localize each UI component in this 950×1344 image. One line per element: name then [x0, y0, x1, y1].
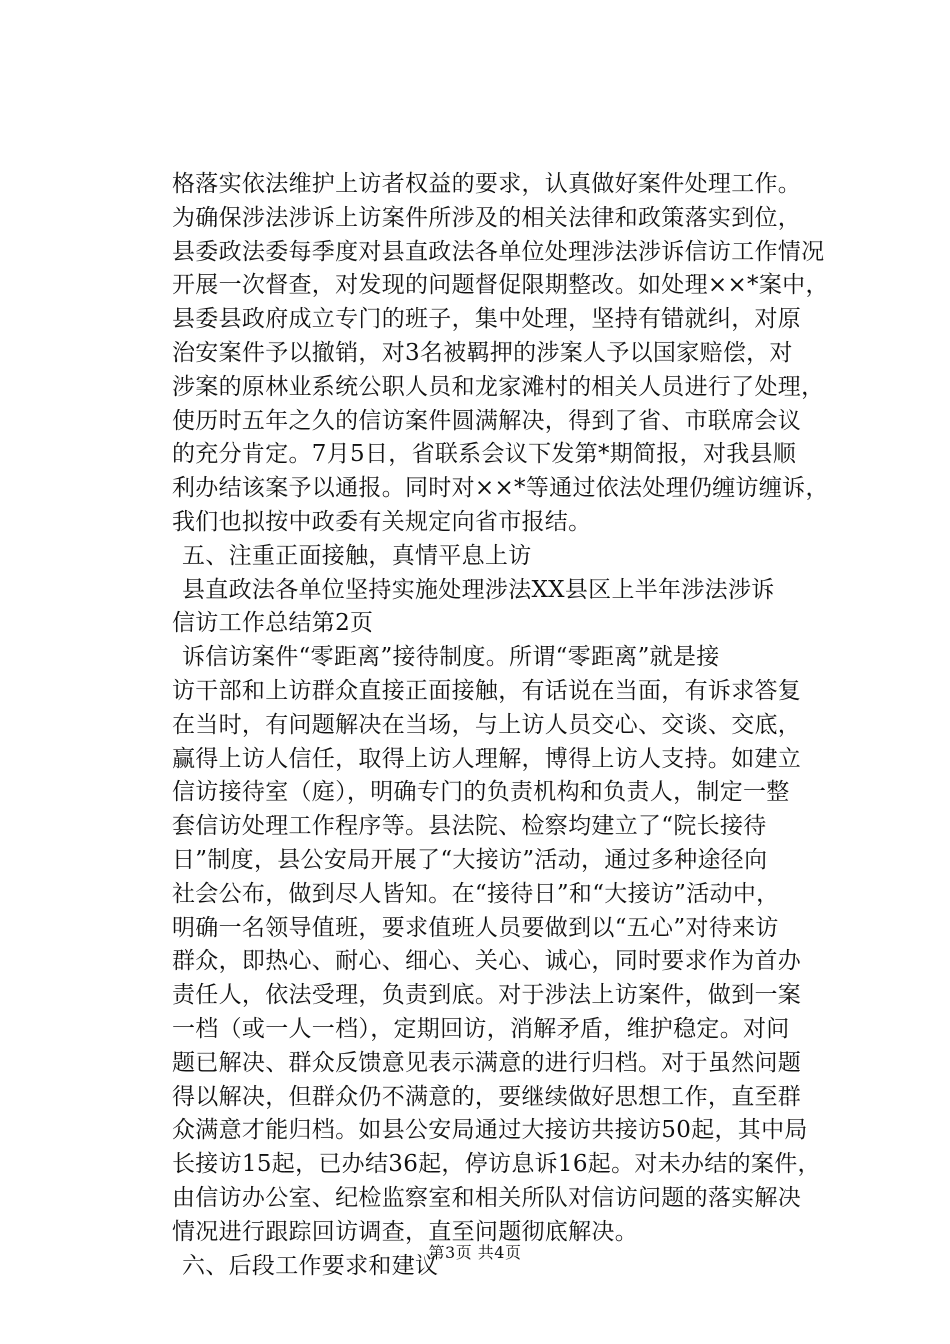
text-line: 诉信访案件“零距离”接待制度。所谓“零距离”就是接 [182, 644, 720, 671]
text-line: 题已解决、群众反馈意见表示满意的进行归档。对于虽然问题 [172, 1049, 802, 1076]
text-line: 一档（或一人一档），定期回访，消解矛盾，维护稳定。对问 [172, 1015, 790, 1042]
text-line: 涉案的原林业系统公职人员和龙家滩村的相关人员进行了处理， [172, 373, 825, 400]
text-line: 责任人，依法受理，负责到底。对于涉法上访案件，做到一案 [172, 982, 802, 1009]
text-line: 利办结该案予以通报。同时对××*等通过依法处理仍缠访缠诉， [172, 475, 829, 502]
text-line: 格落实依法维护上访者权益的要求，认真做好案件处理工作。 [172, 171, 802, 197]
text-line: 赢得上访人信任，取得上访人理解，博得上访人支持。如建立 [172, 745, 802, 772]
text-line: 群众，即热心、耐心、细心、关心、诚心，同时要求作为首办 [172, 948, 802, 975]
text-line: 情况进行跟踪回访调查，直至问题彻底解决。 [172, 1218, 638, 1245]
text-line: 县直政法各单位坚持实施处理涉法XX县区上半年涉法涉诉 [182, 576, 775, 603]
text-line: 治安案件予以撤销，对3名被羁押的涉案人予以国家赔偿，对 [172, 339, 793, 366]
text-line: 县委县政府成立专门的班子，集中处理，坚持有错就纠，对原 [172, 306, 802, 333]
text-line: 明确一名领导值班，要求值班人员要做到以“五心”对待来访 [172, 914, 779, 941]
text-line: 在当时，有问题解决在当场，与上访人员交心、交谈、交底， [172, 711, 802, 738]
text-line: 使历时五年之久的信访案件圆满解决，得到了省、市联席会议 [172, 407, 802, 434]
document-body [172, 168, 852, 1283]
text-line: 日”制度，县公安局开展了“大接访”活动，通过多种途径向 [172, 846, 768, 873]
text-line: 社会公布，做到尽人皆知。在“接待日”和“大接访”活动中， [172, 880, 780, 907]
text-line: 五、注重正面接触，真情平息上访 [182, 542, 532, 569]
text-line: 得以解决，但群众仍不满意的，要继续做好思想工作，直至群 [172, 1083, 802, 1110]
text-line: 为确保涉法涉诉上访案件所涉及的相关法律和政策落实到位， [172, 204, 802, 231]
text-line: 访干部和上访群众直接正面接触，有话说在当面，有诉求答复 [172, 677, 802, 704]
text-line: 县委政法委每季度对县直政法各单位处理涉法涉诉信访工作情况 [172, 238, 825, 265]
text-line: 我们也拟按中政委有关规定向省市报结。 [172, 508, 592, 535]
text-line: 信访接待室（庭），明确专门的负责机构和负责人，制定一整 [172, 779, 790, 806]
text-line: 开展一次督查，对发现的问题督促限期整改。如处理××*案中， [172, 272, 829, 299]
text-line: 长接访15起，已办结36起，停访息诉16起。对未办结的案件， [172, 1151, 821, 1178]
text-line: 套信访处理工作程序等。县法院、检察均建立了“院长接待 [172, 813, 767, 840]
text-line: 众满意才能归档。如县公安局通过大接访共接访50起，其中局 [172, 1117, 808, 1144]
page-footer: 第3页 共4页 [428, 1243, 522, 1262]
text-line: 的充分肯定。7月5日，省联系会议下发第*期简报，对我县顺 [172, 441, 797, 468]
text-line: 六、后段工作要求和建议 [182, 1252, 439, 1279]
text-line: 信访工作总结第2页 [172, 610, 374, 637]
text-line: 由信访办公室、纪检监察室和相关所队对信访问题的落实解决 [172, 1184, 802, 1211]
